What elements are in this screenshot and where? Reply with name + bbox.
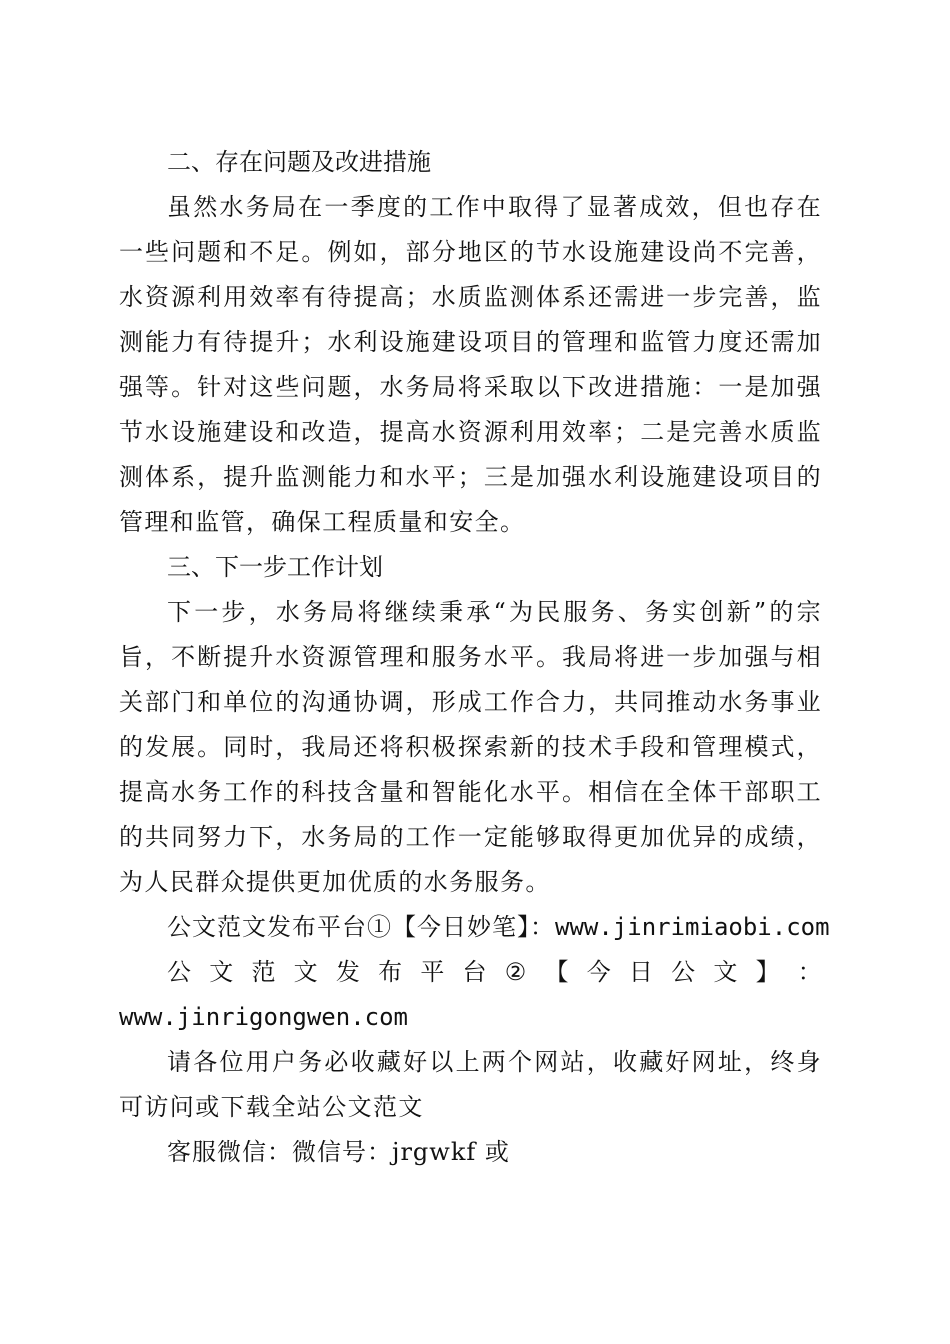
section-paragraph-problems: 虽然水务局在一季度的工作中取得了显著成效，但也存在一些问题和不足。例如，部分地区的节水设施建设尚不完善，水资源利用效率有待提高；水质监测体系还需进一步完善，监测能力有待提升；水利设施建设项目的管理和监管力度还需加强等。针对这些问题，水务局将采取以下改进措施：一是加强节水设施建设和改造，提高水资源利用效率；二是完善水质监测体系，提升监测能力和水平；三是加强水利设施建设项目的管理和监管，确保工程质量和安全。 (119, 193, 822, 536)
platform-2-char: 公 (167, 958, 191, 986)
bookmark-notice: 请各位用户务必收藏好以上两个网站，收藏好网址，终身可访问或下载全站公文范文 (119, 1048, 822, 1121)
platform-line-1 (119, 905, 830, 950)
platform-2-char: 发 (335, 958, 360, 986)
platform-2-char: 平 (420, 958, 445, 986)
platform-2-char: 文 (209, 958, 234, 986)
platform-2-url: www.jinrigongwen.com (119, 1003, 408, 1031)
section-heading-next-plan: 三、下一步工作计划 (167, 553, 383, 581)
platform-2-char: 今 (586, 958, 611, 986)
platform-2-char: 日 (628, 958, 653, 986)
platform-1-url: www.jinrimiaobi.com (555, 913, 830, 941)
platform-line-2-url-row (119, 995, 822, 1040)
document-body (119, 140, 830, 1175)
platform-1-label: 公文范文发布平台①【今日妙笔】： (167, 913, 555, 941)
platform-line-2 (119, 950, 822, 995)
platform-2-char: ： (797, 958, 822, 986)
platform-2-char: 台 (462, 958, 487, 986)
platform-2-char: 】 (755, 958, 780, 986)
platform-2-char: 文 (293, 958, 318, 986)
platform-2-char: 文 (713, 958, 738, 986)
platform-2-char: 布 (378, 958, 403, 986)
platform-2-char: 范 (251, 958, 276, 986)
platform-2-char: 【 (544, 958, 569, 986)
customer-service-line: 客服微信：微信号：jrgwkf 或 (167, 1138, 510, 1166)
platform-2-char: 公 (671, 958, 696, 986)
section-heading-problems: 二、存在问题及改进措施 (167, 148, 431, 176)
platform-2-char: ② (504, 958, 527, 986)
section-paragraph-next-plan: 下一步，水务局将继续秉承“为民服务、务实创新”的宗旨，不断提升水资源管理和服务水平。我局将进一步加强与相关部门和单位的沟通协调，形成工作合力，共同推动水务事业的发展。同时，我局还将积极探索新的技术手段和管理模式，提高水务工作的科技含量和智能化水平。相信在全体干部职工的共同努力下，水务局的工作一定能够取得更加优异的成绩，为人民群众提供更加优质的水务服务。 (119, 598, 822, 896)
